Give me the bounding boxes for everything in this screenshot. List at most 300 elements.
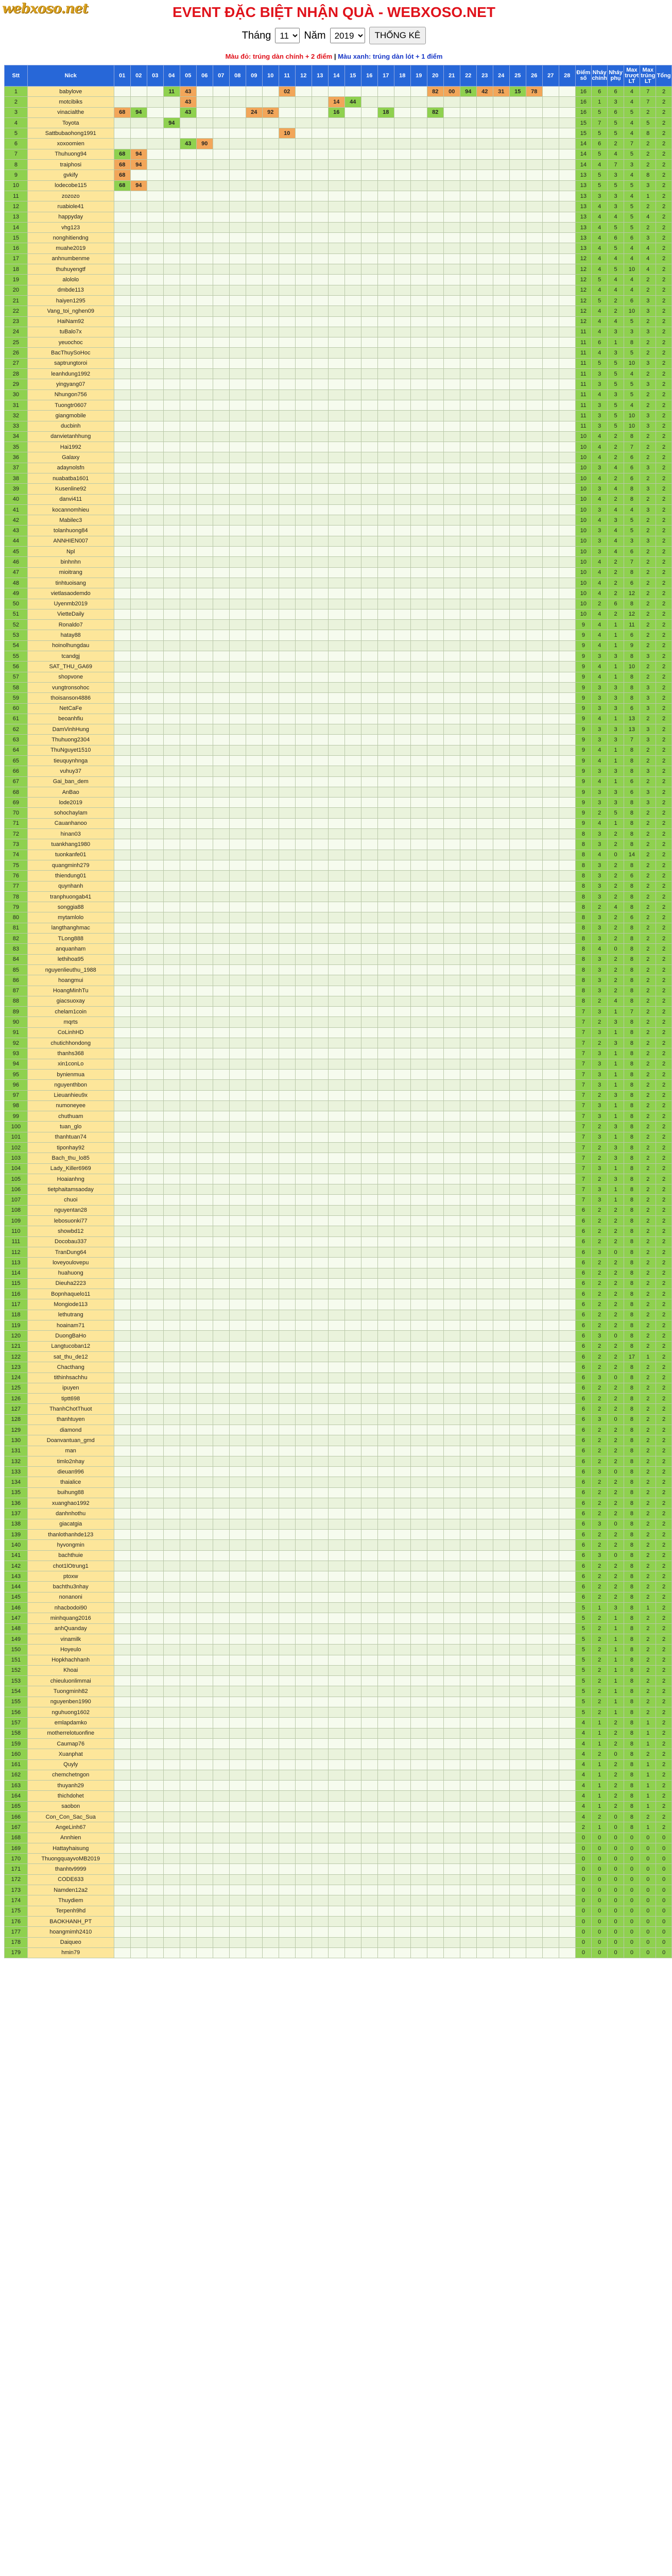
day-cell [147,1226,163,1236]
row-nick[interactable]: tieuquynhnga [27,756,114,766]
row-nick[interactable]: nguyenlieuthu_1988 [27,964,114,975]
row-nick[interactable]: Cauanhanoo [27,818,114,828]
day-cell [180,504,196,515]
day-cell [460,1394,476,1404]
row-nick[interactable]: BacThuySoHoc [27,348,114,358]
day-cell [443,881,460,891]
stat-cell: 7 [575,1132,591,1142]
stat-cell: 7 [575,1195,591,1205]
day-cell [410,1100,427,1111]
day-cell [410,839,427,850]
row-nick[interactable]: DamVinhHung [27,724,114,735]
row-nick[interactable]: tuBalo7x [27,327,114,337]
row-nick[interactable]: beoanhfiu [27,714,114,724]
row-nick[interactable]: Chacthang [27,1362,114,1372]
row-nick[interactable]: Lieuanhieu9x [27,1090,114,1100]
day-cell [328,986,344,996]
stat-cell: 2 [608,567,624,578]
day-cell [229,233,246,243]
day-cell [427,1027,443,1038]
row-nick[interactable]: loveyoulovepu [27,1258,114,1268]
day-cell [279,275,295,285]
row-nick[interactable]: Tuongtr0607 [27,400,114,410]
row-nick[interactable]: ruabiole41 [27,201,114,212]
row-nick[interactable]: mytamlolo [27,912,114,923]
day-cell [344,117,361,128]
row-nick[interactable]: hoainam71 [27,1320,114,1331]
stat-cell: 2 [640,442,656,452]
day-cell: 94 [130,149,147,159]
day-cell [163,1080,180,1090]
row-nick[interactable]: ThuNguyet1510 [27,745,114,755]
row-nick[interactable]: Gai_ban_dem [27,776,114,787]
row-stt: 105 [5,1174,28,1184]
day-cell [180,473,196,483]
row-nick[interactable]: Bach_thu_lo85 [27,1153,114,1163]
day-cell [147,1174,163,1184]
row-nick[interactable]: tolanhuong84 [27,526,114,536]
stat-cell: 2 [592,1289,608,1299]
day-cell [394,253,410,264]
row-nick[interactable]: gvkify [27,170,114,180]
row-nick[interactable]: muahe2019 [27,243,114,253]
row-nick[interactable]: danvietanhhung [27,431,114,442]
day-cell [246,473,262,483]
stat-cell: 8 [624,944,640,954]
year-select[interactable] [330,28,365,43]
day-cell [559,620,575,630]
row-nick[interactable]: TLong888 [27,934,114,944]
day-cell [163,1414,180,1425]
day-cell [460,442,476,452]
row-nick[interactable]: Lady_Killer6969 [27,1163,114,1174]
row-nick[interactable]: TranDung64 [27,1247,114,1257]
row-nick[interactable]: thiendung01 [27,871,114,881]
row-nick[interactable]: saptrungtoroi [27,358,114,368]
row-nick[interactable]: ipuyen [27,1383,114,1393]
day-cell [509,358,526,368]
day-cell [476,1195,493,1205]
row-nick[interactable]: SAT_THU_GA69 [27,662,114,672]
row-nick[interactable]: tiponhay92 [27,1142,114,1153]
row-nick[interactable]: HoangMinhTu [27,986,114,996]
stat-cell: 2 [640,1132,656,1142]
day-cell [196,1268,213,1278]
day-cell [559,515,575,526]
row-nick[interactable]: chuoi [27,1195,114,1205]
row-nick[interactable]: thoisanson4886 [27,693,114,703]
row-nick[interactable]: tuankhang1980 [27,839,114,850]
row-nick[interactable]: Toyota [27,117,114,128]
day-cell [213,557,229,567]
day-cell [377,526,394,536]
row-nick[interactable]: chuthuam [27,1111,114,1122]
stat-cell: 2 [656,1268,672,1278]
row-nick[interactable]: nonghitiendng [27,233,114,243]
day-cell [526,358,542,368]
day-cell [377,1320,394,1331]
day-cell [344,912,361,923]
row-nick[interactable]: NetCaFe [27,703,114,714]
day-cell [559,180,575,191]
day-cell [344,996,361,1006]
table-row [5,191,672,201]
day-cell [509,233,526,243]
day-cell [493,975,509,986]
row-nick[interactable]: langthanghmac [27,923,114,933]
day-cell [344,871,361,881]
day-cell [394,1372,410,1383]
day-cell [443,651,460,662]
row-nick[interactable]: leanhdung1992 [27,369,114,379]
row-nick[interactable]: vungtronsohoc [27,682,114,692]
stat-cell: 2 [656,526,672,536]
row-nick[interactable]: vinacialthe [27,107,114,117]
day-cell [476,1456,493,1466]
row-nick[interactable]: Hoaianhng [27,1174,114,1184]
row-nick[interactable]: traiphosi [27,160,114,170]
stat-cell: 15 [575,117,591,128]
day-cell [559,1289,575,1299]
stat-cell: 4 [640,212,656,222]
day-cell [312,1320,328,1331]
row-nick[interactable]: dieuan996 [27,1467,114,1477]
day-cell [542,954,559,964]
row-stt: 9 [5,170,28,180]
row-nick[interactable]: tuan_glo [27,1122,114,1132]
row-nick[interactable]: Nhungon756 [27,389,114,400]
row-nick[interactable]: hoinolhungdau [27,640,114,651]
day-cell [377,348,394,358]
row-nick[interactable]: hoangmui [27,975,114,986]
day-cell [460,1017,476,1027]
day-cell [262,1226,279,1236]
table-row [5,180,672,191]
day-cell [229,860,246,870]
row-nick[interactable]: anquanham [27,944,114,954]
row-nick[interactable]: kocannomhieu [27,504,114,515]
row-nick[interactable]: tiptt698 [27,1394,114,1404]
row-nick[interactable]: nguyenthbon [27,1080,114,1090]
row-nick[interactable]: tithinhsachhu [27,1372,114,1383]
stat-cell: 16 [575,97,591,107]
row-nick[interactable]: lebosuonki77 [27,1216,114,1226]
day-cell [114,411,130,421]
row-nick[interactable]: babylove [27,87,114,97]
day-cell [344,756,361,766]
row-nick[interactable]: Sattbubaohong1991 [27,128,114,139]
day-cell [130,515,147,526]
day-cell [328,295,344,306]
day-cell [196,808,213,818]
day-cell [213,787,229,797]
row-nick[interactable]: lethutrang [27,1310,114,1320]
day-cell [229,630,246,640]
day-cell [460,975,476,986]
day-cell [559,1195,575,1205]
row-nick[interactable]: lode2019 [27,798,114,808]
day-cell [410,798,427,808]
row-nick[interactable]: AnBao [27,787,114,797]
row-nick[interactable]: zozozo [27,191,114,201]
row-stt: 67 [5,776,28,787]
day-cell [526,1425,542,1435]
day-cell [312,316,328,327]
day-cell [526,745,542,755]
day-cell [427,526,443,536]
day-cell [493,850,509,860]
row-nick[interactable]: yeuochoc [27,337,114,348]
day-cell [427,233,443,243]
row-nick[interactable]: haiyen1295 [27,295,114,306]
day-cell [180,149,196,159]
day-cell [196,1414,213,1425]
stat-cell: 6 [575,1320,591,1331]
row-nick[interactable]: ANNHIEN007 [27,536,114,546]
stat-cell: 2 [608,1216,624,1226]
stat-cell: 3 [592,860,608,870]
row-nick[interactable]: DuongBaHo [27,1331,114,1341]
row-nick[interactable]: tinhtuoisang [27,578,114,588]
row-nick[interactable]: vietlasaodemdo [27,588,114,599]
row-nick[interactable]: Mongiode113 [27,1299,114,1310]
day-cell [312,1027,328,1038]
row-nick[interactable]: lethihoa95 [27,954,114,964]
day-cell [493,264,509,275]
row-nick[interactable]: tranphuongab41 [27,891,114,902]
day-cell [312,1477,328,1487]
stat-cell: 9 [575,693,591,703]
day-cell [559,1299,575,1310]
day-cell [147,599,163,609]
day-cell [559,1007,575,1017]
row-nick[interactable]: Npl [27,547,114,557]
day-cell [114,682,130,692]
stats-button[interactable]: THỐNG KÊ [369,27,426,44]
day-cell [180,1341,196,1351]
row-nick[interactable]: thanhtuan74 [27,1132,114,1142]
row-nick[interactable]: nuabatba1601 [27,473,114,483]
day-cell [196,756,213,766]
row-nick[interactable]: diamond [27,1425,114,1435]
day-cell [180,1289,196,1299]
row-nick[interactable]: tuonkanfe01 [27,850,114,860]
day-cell [361,724,377,735]
row-nick[interactable]: sohochaylam [27,808,114,818]
stat-cell: 1 [608,1069,624,1079]
day-cell [114,1111,130,1122]
table-row [5,1184,672,1195]
site-logo[interactable]: webxoso.net [2,1,88,16]
day-cell [476,400,493,410]
row-nick[interactable]: shopvone [27,672,114,682]
day-cell [246,1425,262,1435]
day-cell [328,369,344,379]
day-cell [493,1122,509,1132]
day-cell [526,662,542,672]
row-nick[interactable]: giacsuoxay [27,996,114,1006]
row-nick[interactable]: CoLinhHD [27,1027,114,1038]
day-cell [163,1205,180,1215]
row-nick[interactable]: Uyenmb2019 [27,599,114,609]
day-cell [394,693,410,703]
day-cell [361,975,377,986]
row-nick[interactable]: giangmobile [27,411,114,421]
row-nick[interactable]: yingyang07 [27,379,114,389]
row-nick[interactable]: chutichhondong [27,1038,114,1048]
stat-cell: 11 [575,369,591,379]
row-nick[interactable]: thuhuyengtf [27,264,114,275]
row-nick[interactable]: thanhs368 [27,1048,114,1059]
day-cell [443,640,460,651]
row-nick[interactable]: chelam1coin [27,1007,114,1017]
row-nick[interactable]: motcibiks [27,97,114,107]
day-cell [328,839,344,850]
day-cell [559,714,575,724]
day-cell [295,1310,312,1320]
stat-cell: 2 [592,1383,608,1393]
row-nick[interactable]: Thuhuong94 [27,149,114,159]
day-cell [344,1163,361,1174]
day-cell [147,1372,163,1383]
day-cell [361,964,377,975]
row-nick[interactable]: Galaxy [27,452,114,463]
day-cell [427,1289,443,1299]
row-nick[interactable]: bynienmua [27,1069,114,1079]
row-nick[interactable]: huahuong [27,1268,114,1278]
row-nick[interactable]: Langtucoban12 [27,1341,114,1351]
day-cell [476,233,493,243]
day-cell [229,473,246,483]
row-nick[interactable]: lodecobe115 [27,180,114,191]
day-cell [180,1048,196,1059]
day-cell [509,567,526,578]
day-cell [279,1467,295,1477]
day-cell [114,776,130,787]
row-nick[interactable]: man [27,1446,114,1456]
row-nick[interactable]: hinan03 [27,829,114,839]
row-nick[interactable]: thaialice [27,1477,114,1487]
stat-cell: 2 [640,369,656,379]
day-cell [344,1007,361,1017]
row-nick[interactable]: danvi411 [27,494,114,504]
row-nick[interactable]: nguyentan28 [27,1205,114,1215]
row-nick[interactable]: quangminh279 [27,860,114,870]
day-cell [493,871,509,881]
day-cell [377,139,394,149]
row-nick[interactable]: showbd12 [27,1226,114,1236]
row-nick[interactable]: vuhuy37 [27,766,114,776]
stat-cell: 2 [656,756,672,766]
day-cell [213,1195,229,1205]
row-nick[interactable]: binhnhn [27,557,114,567]
row-nick[interactable]: VietteDaily [27,609,114,619]
stat-cell: 3 [608,682,624,692]
day-cell [328,128,344,139]
day-cell: 43 [180,87,196,97]
day-cell [262,1205,279,1215]
stat-cell: 2 [640,275,656,285]
day-cell [394,1205,410,1215]
day-cell [394,662,410,672]
row-nick[interactable]: Docobau337 [27,1236,114,1247]
row-nick[interactable]: tietphaitamsaoday [27,1184,114,1195]
row-nick[interactable]: songgia88 [27,902,114,912]
day-cell [130,212,147,222]
day-cell [526,264,542,275]
day-cell [427,630,443,640]
row-nick[interactable]: anhnumbenme [27,253,114,264]
day-cell [361,588,377,599]
day-cell [147,1435,163,1446]
day-cell [460,881,476,891]
row-nick[interactable]: quynhanh [27,881,114,891]
row-nick[interactable]: timlo2nhay [27,1456,114,1466]
row-nick[interactable]: adaynolsfn [27,463,114,473]
row-nick[interactable]: xoxoomien [27,139,114,149]
row-nick[interactable]: Vang_toi_nghen09 [27,306,114,316]
day-cell [476,389,493,400]
day-cell [427,640,443,651]
row-nick[interactable]: ducbinh [27,421,114,431]
day-cell [196,1216,213,1226]
day-cell [328,431,344,442]
day-cell [427,149,443,159]
day-cell [509,452,526,463]
row-nick[interactable]: Kusenline92 [27,484,114,494]
day-cell [213,494,229,504]
day-cell [344,1027,361,1038]
stat-cell: 4 [592,818,608,828]
stat-cell: 10 [624,411,640,421]
row-nick[interactable]: mioitrang [27,567,114,578]
row-nick[interactable]: sat_thu_de12 [27,1351,114,1362]
row-nick[interactable]: Dieuha2223 [27,1278,114,1289]
day-cell [377,452,394,463]
row-nick[interactable]: dmbde113 [27,285,114,295]
day-cell [410,107,427,117]
row-nick[interactable]: Doanvantuan_gmd [27,1435,114,1446]
day-cell [394,609,410,619]
row-nick[interactable]: Hai1992 [27,442,114,452]
day-cell [526,1383,542,1393]
row-nick[interactable]: happyday [27,212,114,222]
day-cell [410,975,427,986]
stat-cell: 2 [656,1038,672,1048]
row-nick[interactable]: Ronaldo7 [27,620,114,630]
month-select[interactable] [275,28,300,43]
day-cell [279,703,295,714]
row-nick[interactable]: Mabilec3 [27,515,114,526]
row-nick[interactable]: vhg123 [27,222,114,232]
row-nick[interactable]: alololo [27,275,114,285]
stat-cell: 2 [592,1310,608,1320]
stat-cell: 3 [608,703,624,714]
day-cell [279,285,295,295]
row-nick[interactable]: ThanhChotThuot [27,1404,114,1414]
row-nick[interactable]: tcandgj [27,651,114,662]
row-nick[interactable]: mqrts [27,1017,114,1027]
row-nick[interactable]: Bopnhaquelo11 [27,1289,114,1299]
row-nick[interactable]: Thuhuong2304 [27,735,114,745]
row-nick[interactable]: thanhtuyen [27,1414,114,1425]
day-cell [163,222,180,232]
row-nick[interactable]: HaiNam92 [27,316,114,327]
day-cell [559,703,575,714]
row-nick[interactable]: numoneyee [27,1100,114,1111]
row-nick[interactable]: hatay88 [27,630,114,640]
row-nick[interactable]: xin1conLo [27,1059,114,1069]
